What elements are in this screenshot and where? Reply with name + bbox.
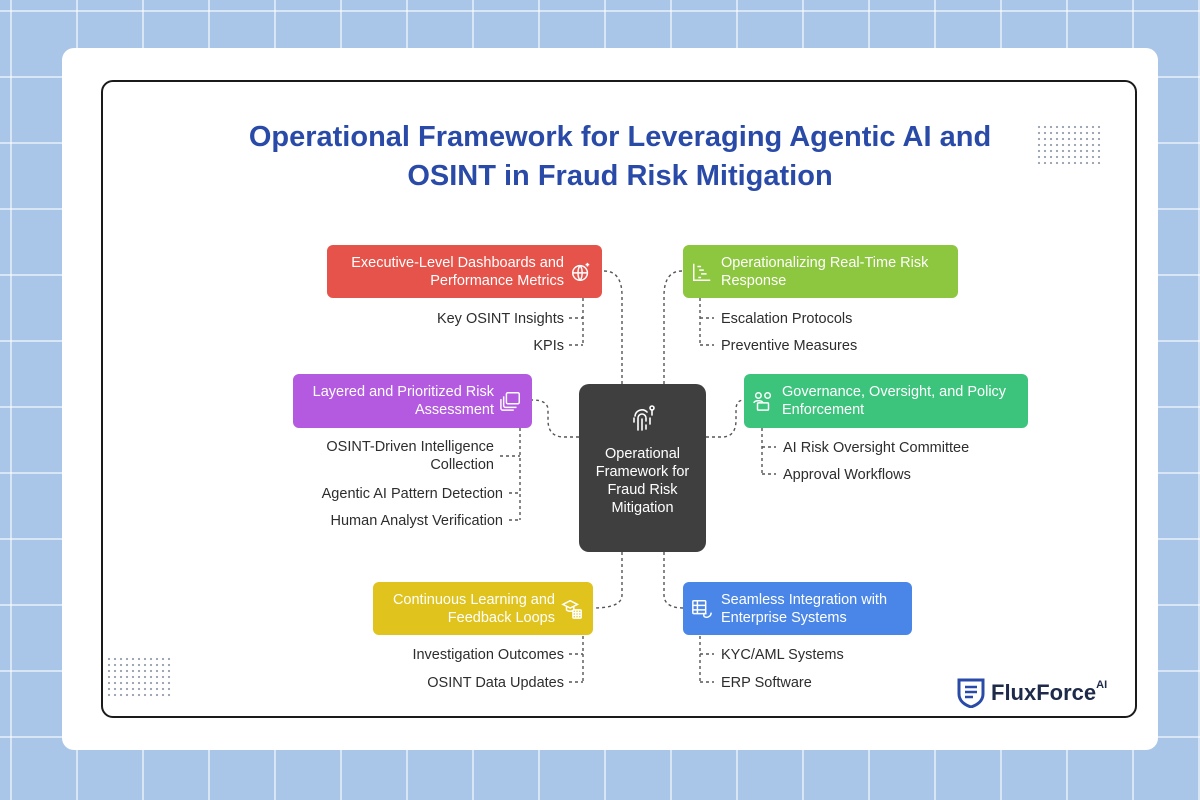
branch-governance-label: Governance, Oversight, and Policy Enforcement xyxy=(782,384,1007,418)
branch-executive-dashboards xyxy=(327,245,602,298)
item-osint-data-updates: OSINT Data Updates xyxy=(427,675,564,691)
shield-logo-icon xyxy=(957,678,985,708)
diagram-title: Operational Framework for Leveraging Agentic AI and OSINT in Fraud Risk Mitigation xyxy=(248,121,992,192)
branch-executive-label: Executive-Level Dashboards and Performance Metrics xyxy=(351,254,564,289)
globe-sparkle-icon xyxy=(570,261,592,283)
branch-layered-label: Layered and Prioritized Risk Assessment xyxy=(312,384,494,418)
brand-logo xyxy=(957,676,1107,710)
branch-continuous-label: Continuous Learning and Feedback Loops xyxy=(392,591,555,626)
item-investigation-outcomes: Investigation Outcomes xyxy=(412,647,564,663)
connector-integration-items xyxy=(700,636,714,682)
brand-superscript: AI xyxy=(1096,679,1108,691)
connector-integration xyxy=(664,552,684,608)
connector-operationalizing xyxy=(664,271,682,384)
timeline-chart-icon xyxy=(691,261,713,283)
item-approval-workflows: Approval Workflows xyxy=(783,467,911,483)
graduation-cap-icon xyxy=(561,598,583,620)
connector-governance-items xyxy=(762,428,776,474)
item-osint-driven-intelligence: OSINT-Driven Intelligence Collection xyxy=(326,439,494,473)
item-kpis: KPIs xyxy=(533,338,564,354)
layers-icon xyxy=(500,390,522,412)
item-kyc-aml-systems: KYC/AML Systems xyxy=(721,647,844,663)
branch-seamless-integration xyxy=(683,582,912,635)
branch-layered-risk-assessment xyxy=(293,374,532,428)
item-ai-risk-oversight-committee: AI Risk Oversight Committee xyxy=(783,440,970,456)
item-erp-software: ERP Software xyxy=(721,675,812,691)
fingerprint-icon xyxy=(626,404,658,436)
connector-layered xyxy=(532,400,579,437)
branch-integration-label: Seamless Integration with Enterprise Systems xyxy=(721,591,888,626)
database-sync-icon xyxy=(691,598,713,620)
item-escalation-protocols: Escalation Protocols xyxy=(721,311,853,327)
connector-governance xyxy=(706,400,744,437)
brand-name: FluxForce xyxy=(991,680,1097,705)
branch-governance-oversight xyxy=(744,374,1028,428)
connector-executive xyxy=(604,271,622,384)
item-human-analyst-verification: Human Analyst Verification xyxy=(330,513,503,529)
branch-operationalizing-response xyxy=(683,245,958,298)
item-preventive-measures: Preventive Measures xyxy=(721,338,858,354)
central-framework-node xyxy=(579,384,706,552)
branch-operationalizing-label: Operationalizing Real-Time Risk Response xyxy=(721,254,929,289)
central-node-label: Operational Framework for Fraud Risk Mitigation xyxy=(595,446,690,516)
branch-continuous-learning xyxy=(373,582,593,635)
item-key-osint-insights: Key OSINT Insights xyxy=(436,311,564,327)
item-agentic-ai-pattern-detection: Agentic AI Pattern Detection xyxy=(321,486,503,502)
connector-operationalizing-items xyxy=(700,298,714,345)
connector-continuous xyxy=(593,552,622,608)
people-box-icon xyxy=(752,390,774,412)
connector-continuous-items xyxy=(569,636,583,682)
connector-layered-items xyxy=(500,428,520,520)
connector-executive-items xyxy=(569,298,583,345)
